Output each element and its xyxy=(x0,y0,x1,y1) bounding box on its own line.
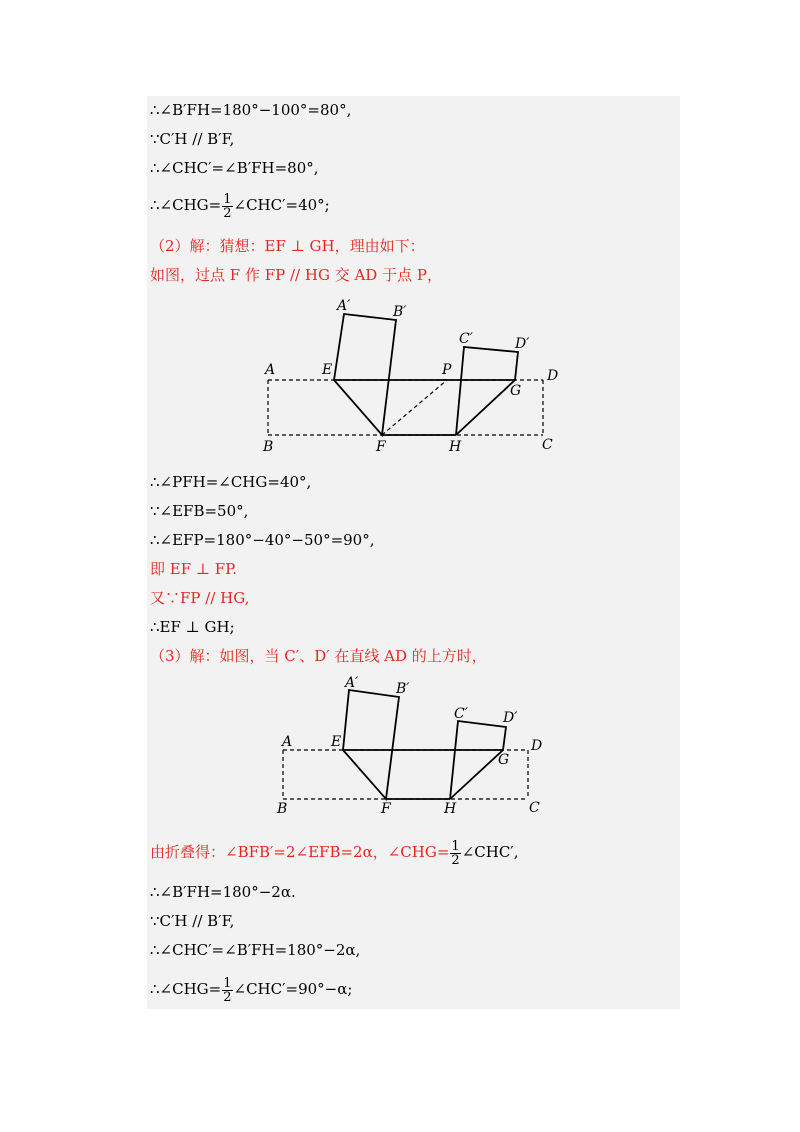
label-D1: D′ xyxy=(515,336,530,352)
label-C: C xyxy=(542,437,553,453)
label-A1: A′ xyxy=(337,298,351,314)
expr-prefix: ∴∠CHG= xyxy=(150,980,222,998)
label-P: P xyxy=(442,362,452,378)
proof-line: ∴∠CHC′=∠B′FH=180°−2α, xyxy=(150,941,361,959)
construction-line: 如图，过点 F 作 FP // HG 交 AD 于点 P， xyxy=(150,266,442,284)
expr-prefix: ∴∠CHG= xyxy=(150,196,222,214)
proof-line: ∵C′H // B′F, xyxy=(150,912,235,930)
proof-line: 又∵FP // HG, xyxy=(150,589,250,607)
proof-line: ∴∠CHC′=∠B′FH=80°, xyxy=(150,159,319,177)
proof-line: ∵∠EFB=50°, xyxy=(150,502,249,520)
proof-line: 即 EF ⊥ FP. xyxy=(150,560,237,578)
fraction xyxy=(222,977,232,1004)
label-D: D xyxy=(547,368,559,384)
proof-line-fraction xyxy=(150,190,330,220)
denominator: 2 xyxy=(223,989,232,1005)
label-D: D xyxy=(531,738,543,754)
fold-line-fraction xyxy=(150,837,518,867)
proof-line: ∴∠B′FH=180°−100°=80°, xyxy=(150,101,352,119)
figure-2 xyxy=(270,672,550,822)
proof-line: ∴EF ⊥ GH; xyxy=(150,618,235,636)
label-A: A xyxy=(282,734,293,750)
expr-suffix: ∠CHC′, xyxy=(461,843,519,861)
denominator: 2 xyxy=(451,852,460,868)
label-H: H xyxy=(449,439,462,455)
proof-line: ∴∠EFP=180°−40°−50°=90°, xyxy=(150,531,375,549)
label-H: H xyxy=(444,801,457,817)
proof-line: ∴∠B′FH=180°−2α. xyxy=(150,883,296,901)
label-B1: B′ xyxy=(393,304,407,320)
label-F: F xyxy=(376,439,386,455)
label-B: B xyxy=(263,439,274,455)
expr-suffix: ∠CHC′=90°−α; xyxy=(233,980,353,998)
denominator: 2 xyxy=(223,205,232,221)
label-D1: D′ xyxy=(503,710,518,726)
proof-line: ∵C′H // B′F, xyxy=(150,130,235,148)
label-G: G xyxy=(510,383,522,399)
folded-left xyxy=(334,314,396,435)
fraction xyxy=(450,840,460,867)
figure-1 xyxy=(255,292,565,462)
label-E: E xyxy=(322,362,333,378)
label-E: E xyxy=(331,734,342,750)
label-C1: C′ xyxy=(459,331,473,347)
label-C: C xyxy=(529,800,540,816)
label-A1: A′ xyxy=(345,675,359,691)
label-F: F xyxy=(381,801,391,817)
content-panel xyxy=(147,96,680,1009)
segment-FP xyxy=(382,380,447,435)
label-G: G xyxy=(498,752,510,768)
numerator: 1 xyxy=(223,975,232,991)
proof-line-fraction xyxy=(150,974,352,1004)
label-B1: B′ xyxy=(396,681,410,697)
expr-suffix: ∠CHC′=40°; xyxy=(233,196,330,214)
part3-heading: （3）解：如图，当 C′、D′ 在直线 AD 的上方时， xyxy=(150,647,487,665)
folded-left xyxy=(343,690,399,799)
fraction xyxy=(222,193,232,220)
part2-heading: （2）解：猜想：EF ⊥ GH，理由如下： xyxy=(150,237,425,255)
numerator: 1 xyxy=(451,838,460,854)
folded-right xyxy=(456,347,518,435)
label-C1: C′ xyxy=(454,706,468,722)
label-A: A xyxy=(265,362,276,378)
expr-prefix: 由折叠得：∠BFB′=2∠EFB=2α，∠CHG= xyxy=(150,843,450,861)
numerator: 1 xyxy=(223,191,232,207)
proof-line: ∴∠PFH=∠CHG=40°, xyxy=(150,473,312,491)
label-B: B xyxy=(277,801,288,817)
